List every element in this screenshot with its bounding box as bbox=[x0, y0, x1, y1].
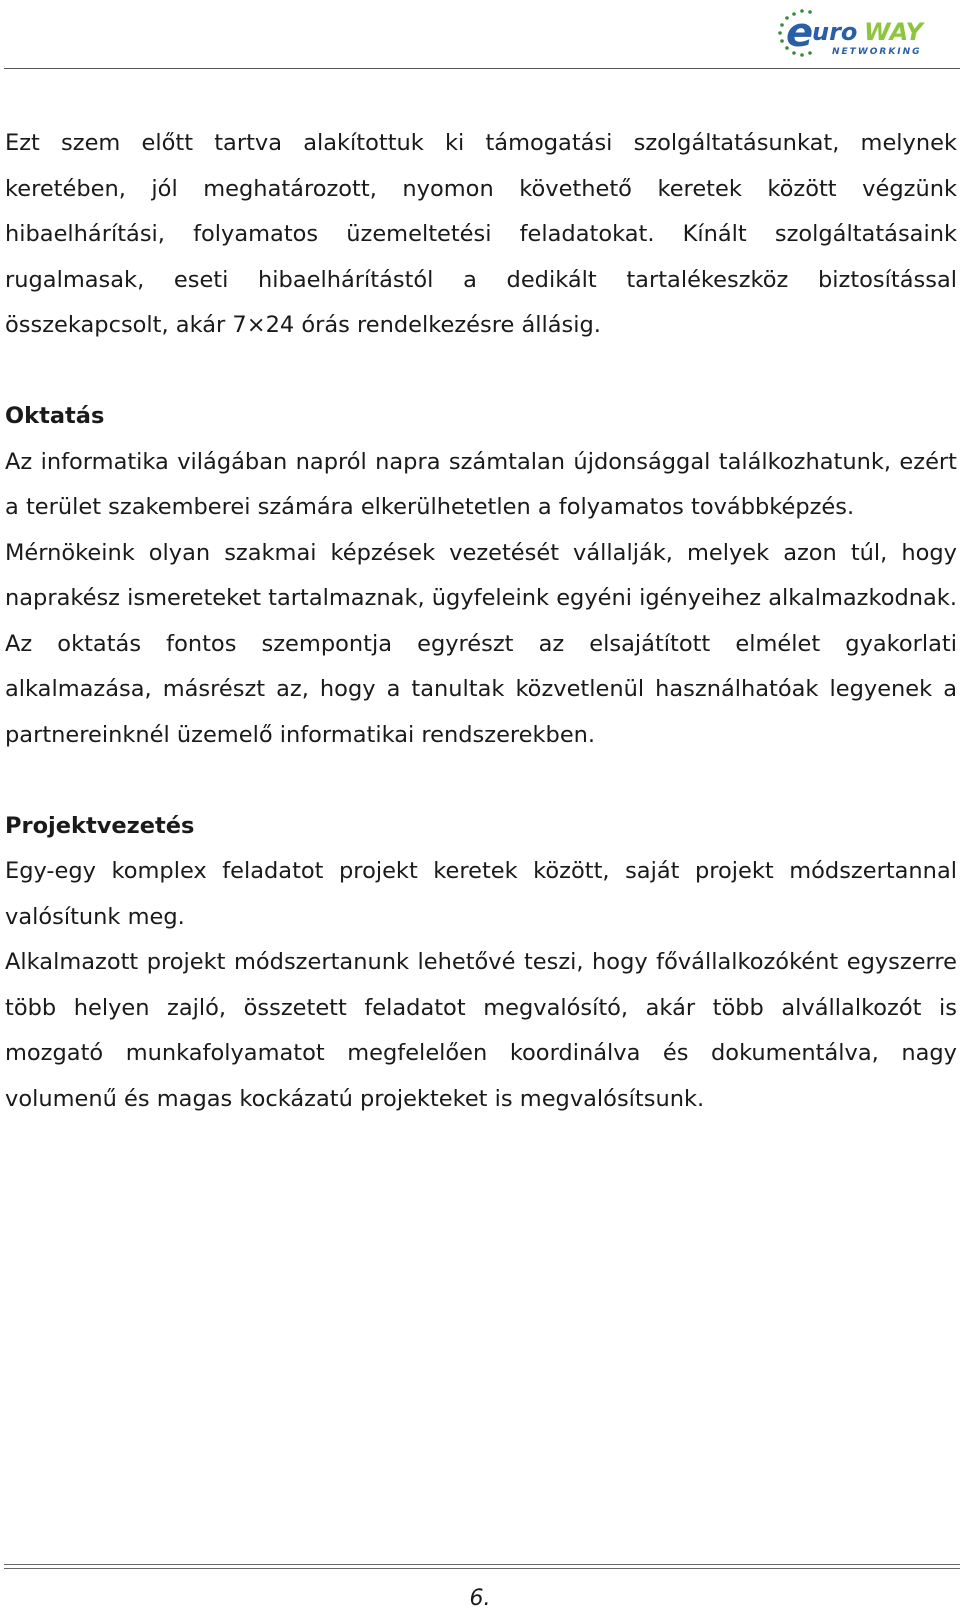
oktatas-paragraph-3: Az oktatás fontos szempontja egyrészt az elsajátított elmélet gyakorlati alkalmazása, másrészt az, hogy a tanultak közvetlenül használhatóak legyenek a partnereinknél üzemelő informatikai rendszerekben. bbox=[5, 630, 957, 748]
footer-divider-top bbox=[4, 1564, 960, 1565]
section-heading-projektvezetes: Projektvezetés bbox=[5, 812, 195, 839]
oktatas-paragraph-1: Az informatika világában napról napra számtalan újdonsággal találkozhatunk, ezért a terület szakemberei számára elkerülhetetlen a folyamatos továbbképzés. bbox=[5, 448, 957, 520]
section-spacer bbox=[5, 758, 957, 804]
intro-paragraph: Ezt szem előtt tartva alakítottuk ki támogatási szolgáltatásunkat, melynek keretében, jól meghatározott, nyomon követhető keretek között végzünk hibaelhárítási, folyamatos üzemeltetési feladatokat. Kínált szolgáltatásaink rugalmasak, eseti hibaelhárítástól a dedikált tartalékeszköz biztosítással összekapcsolt, akár 7×24 órás rendelkezésre állásig. bbox=[5, 130, 957, 338]
page-number: 6. bbox=[469, 1586, 491, 1611]
logo-tagline: NETWORKING bbox=[832, 47, 922, 57]
projektvezetes-paragraph-2: Alkalmazott projekt módszertanunk lehetővé teszi, hogy fővállalkozóként egyszerre több helyen zajló, összetett feladatot megvalósító, akár több alvállalkozót is mozgató munkafolyamatot megfelelően koordinálva és dokumentálva, nagy volumenű és magas kockázatú projekteket is megvalósítsunk. bbox=[5, 949, 957, 1112]
section-spacer bbox=[5, 349, 957, 395]
section-heading-oktatas: Oktatás bbox=[5, 403, 105, 429]
page-header bbox=[0, 0, 960, 72]
document-body bbox=[5, 121, 957, 1122]
oktatas-paragraph-2: Mérnökeink olyan szakmai képzések vezetését vállalják, melyek azon túl, hogy naprakész ismereteket tartalmaznak, ügyfeleink egyéni igényeihez alkalmazkodnak. bbox=[5, 539, 957, 611]
logo-brand-e: e bbox=[786, 10, 814, 56]
header-divider bbox=[4, 68, 960, 69]
euroway-logo bbox=[772, 4, 942, 60]
footer-divider-bottom bbox=[4, 1568, 960, 1569]
logo-brand-uro: uro bbox=[812, 18, 858, 46]
logo-brand-way: WAY bbox=[864, 18, 923, 46]
projektvezetes-paragraph-1: Egy-egy komplex feladatot projekt keretek között, saját projekt módszertannal valósítunk meg. bbox=[5, 858, 957, 930]
